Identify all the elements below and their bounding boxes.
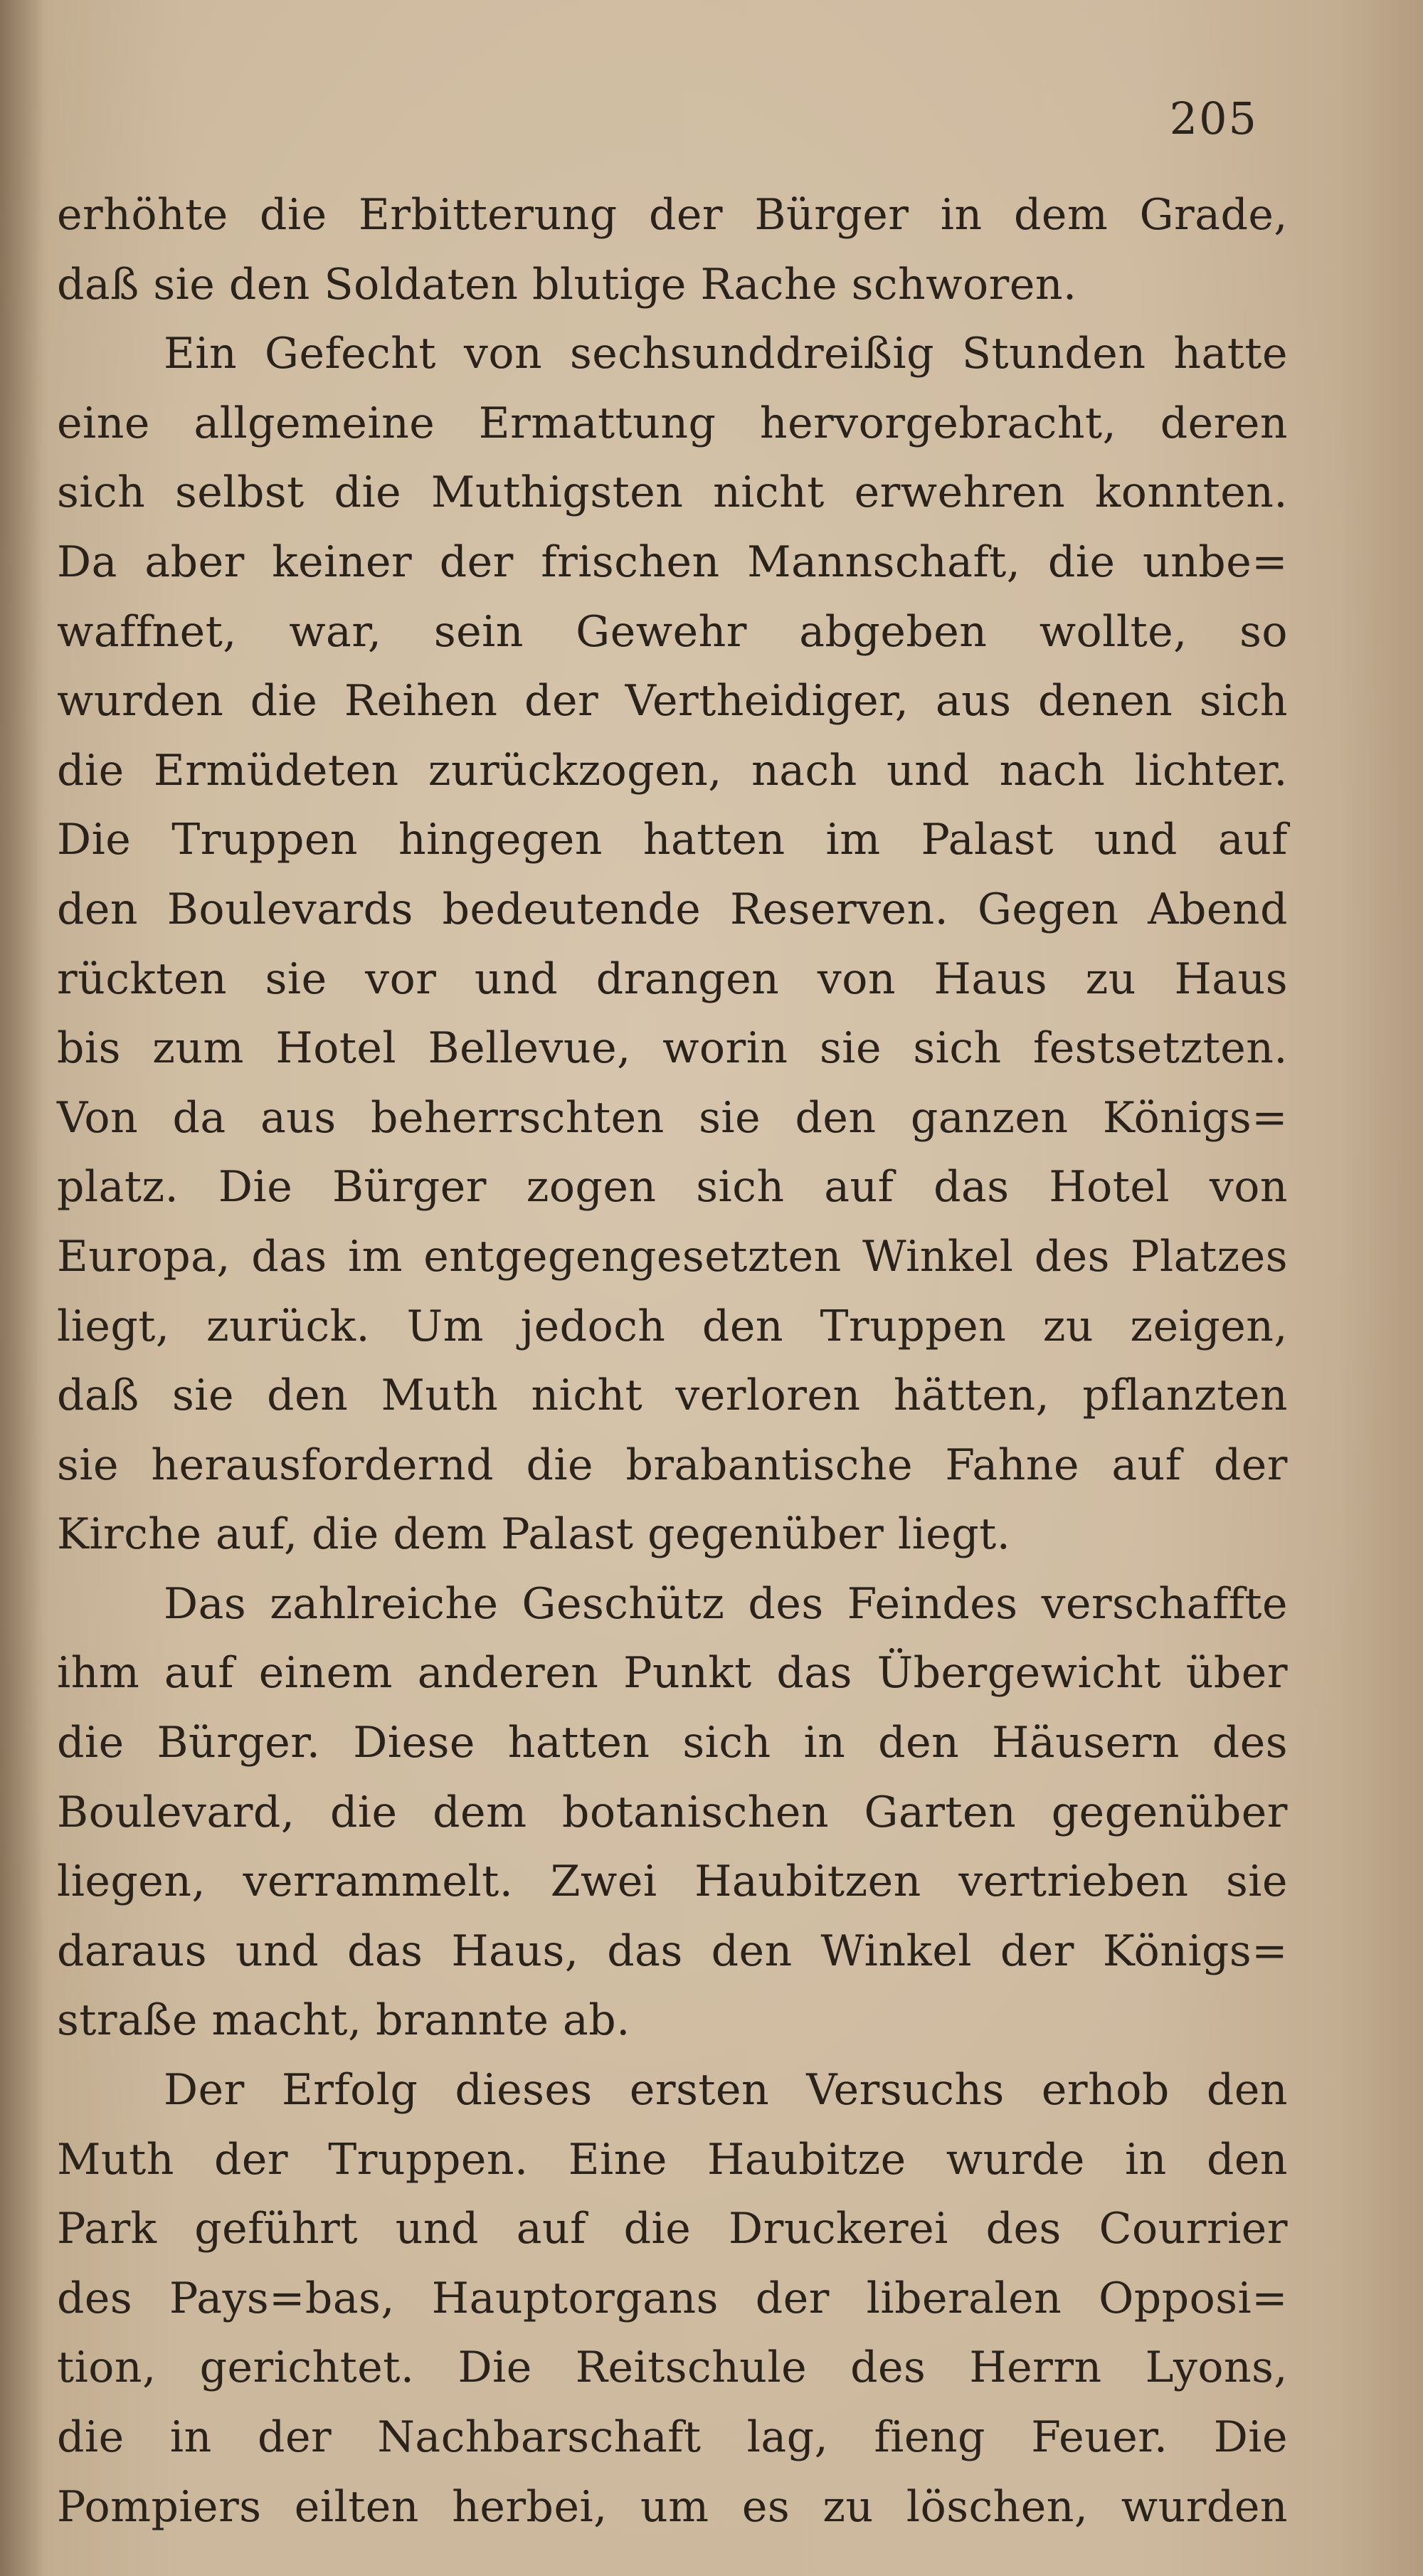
- text-line: tion, gerichtet. Die Reitschule des Herrn Lyons,: [57, 2343, 1288, 2393]
- text-line: waffnet, war, sein Gewehr abgeben wollte, so: [57, 606, 1288, 657]
- text-line: sie herausfordernd die brabantische Fahne auf der: [57, 1440, 1288, 1490]
- text-line: bis zum Hotel Bellevue, worin sie sich festsetzten.: [57, 1023, 1288, 1074]
- spine-shadow: [0, 0, 43, 2576]
- text-line: Ein Gefecht von sechsunddreißig Stunden hatte: [164, 329, 1288, 379]
- text-line: daraus und das Haus, das den Winkel der Königs=: [57, 1926, 1288, 1976]
- text-line: die Ermüdeten zurückzogen, nach und nach lichter.: [57, 745, 1288, 796]
- text-line: Die Truppen hingegen hatten im Palast und auf: [57, 815, 1288, 865]
- text-line: die Bürger. Diese hatten sich in den Häusern des: [57, 1718, 1288, 1768]
- text-line: daß sie den Soldaten blutige Rache schworen.: [57, 259, 1077, 310]
- text-line: Von da aus beherrschten sie den ganzen Königs=: [57, 1092, 1288, 1143]
- text-line: des Pays=bas, Hauptorgans der liberalen Opposi=: [57, 2273, 1288, 2323]
- text-line: Das zahlreiche Geschütz des Feindes verschaffte: [164, 1578, 1288, 1629]
- text-line: die in der Nachbarschaft lag, fieng Feuer. Die: [57, 2412, 1288, 2462]
- text-line: Kirche auf, die dem Palast gegenüber liegt.: [57, 1509, 1011, 1560]
- text-line: Muth der Truppen. Eine Haubitze wurde in den: [57, 2134, 1288, 2185]
- text-line: Der Erfolg dieses ersten Versuchs erhob den: [164, 2065, 1288, 2116]
- text-line: Pompiers eilten herbei, um es zu löschen, wurden: [57, 2481, 1288, 2532]
- page-number: 205: [1169, 93, 1258, 144]
- text-line: rückten sie vor und drangen von Haus zu Haus: [57, 954, 1288, 1004]
- text-line: daß sie den Muth nicht verloren hätten, pflanzten: [57, 1371, 1288, 1421]
- text-line: platz. Die Bürger zogen sich auf das Hotel von: [57, 1162, 1288, 1213]
- text-line: sich selbst die Muthigsten nicht erwehren konnten.: [57, 468, 1288, 518]
- text-line: ihm auf einem anderen Punkt das Übergewicht über: [57, 1648, 1288, 1699]
- text-line: liegt, zurück. Um jedoch den Truppen zu zeigen,: [57, 1301, 1288, 1351]
- text-line: wurden die Reihen der Vertheidiger, aus denen sich: [57, 676, 1288, 727]
- text-line: Europa, das im entgegengesetzten Winkel des Platzes: [57, 1231, 1288, 1282]
- body-text: [57, 181, 1288, 2542]
- text-line: straße macht, brannte ab.: [57, 1995, 630, 2046]
- text-line: den Boulevards bedeutende Reserven. Gegen Abend: [57, 884, 1288, 934]
- text-line: liegen, verrammelt. Zwei Haubitzen vertrieben sie: [57, 1857, 1288, 1907]
- text-line: eine allgemeine Ermattung hervorgebracht, deren: [57, 398, 1288, 448]
- text-line: Da aber keiner der frischen Mannschaft, die unbe=: [57, 537, 1288, 587]
- text-line: Boulevard, die dem botanischen Garten gegenüber: [57, 1787, 1288, 1837]
- text-line: erhöhte die Erbitterung der Bürger in dem Grade,: [57, 190, 1288, 240]
- text-line: Park geführt und auf die Druckerei des Courrier: [57, 2204, 1288, 2254]
